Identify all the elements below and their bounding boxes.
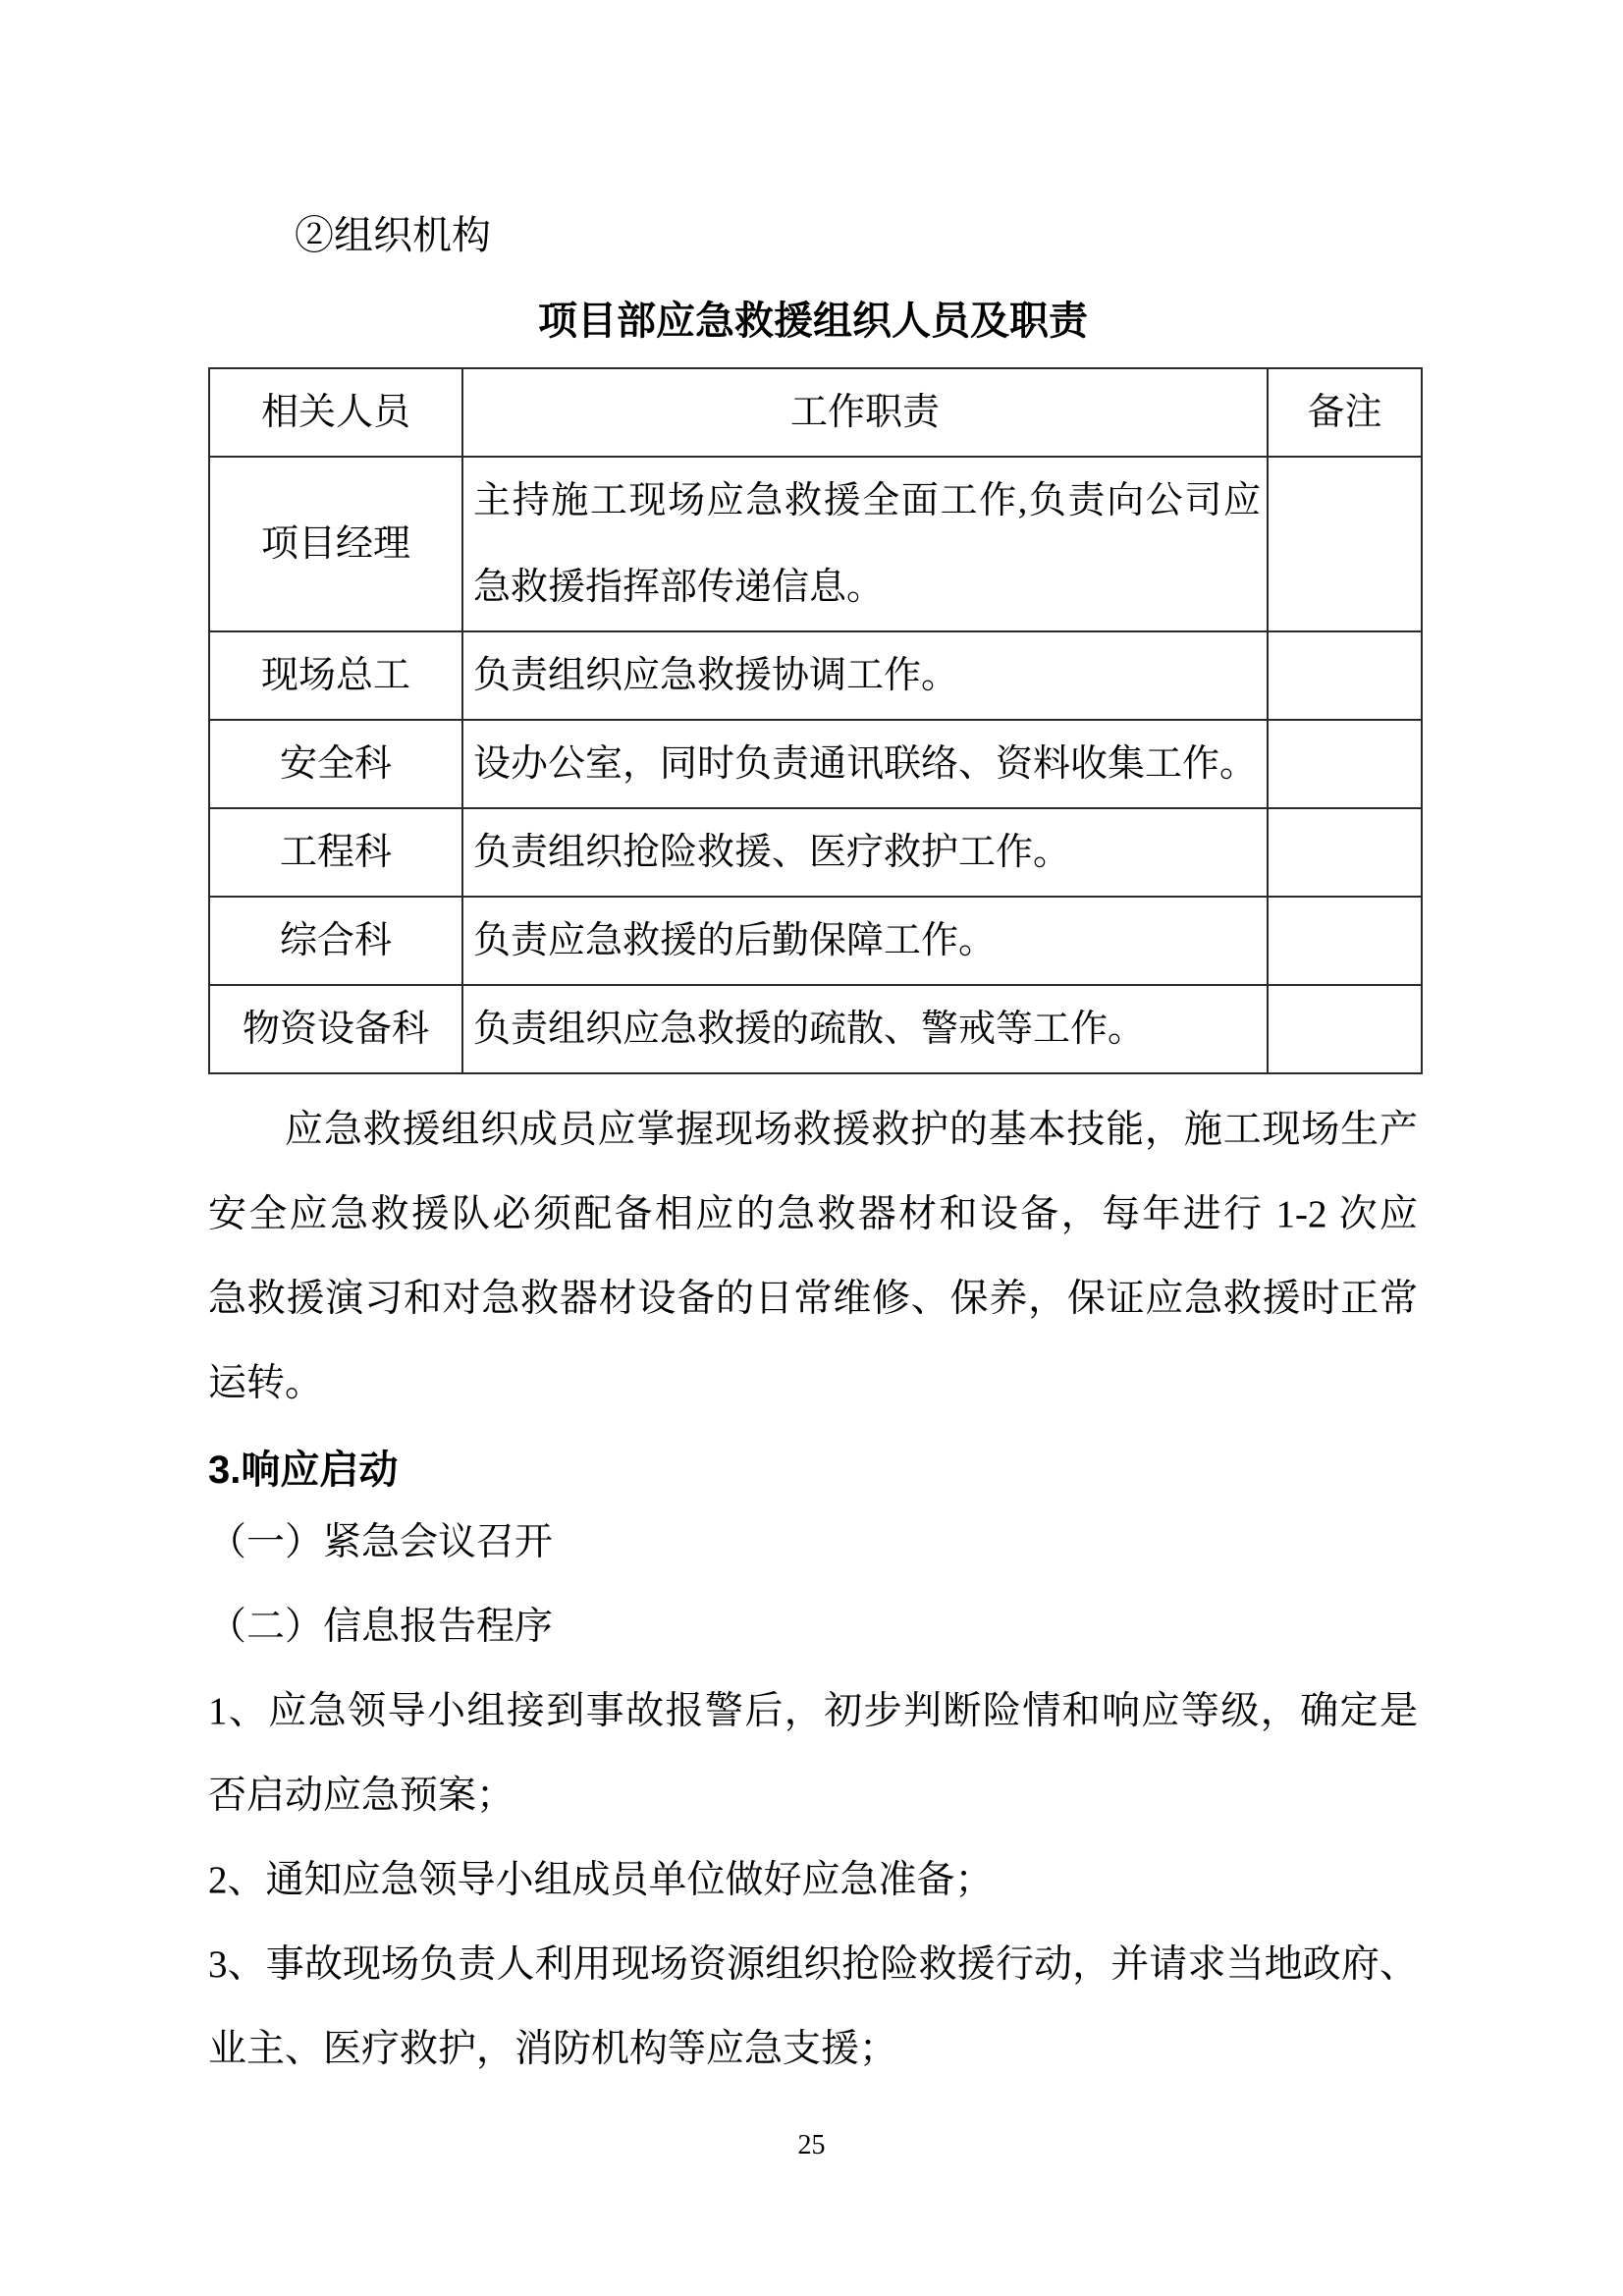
subsection-heading: ②组织机构 [295, 213, 491, 257]
note-cell [1268, 808, 1422, 897]
table-row [209, 985, 1422, 1073]
paragraph-line: 运转。 [208, 1362, 324, 1404]
duty-cell: 负责组织应急救援的疏散、警戒等工作。 [462, 985, 1268, 1073]
note-cell [1268, 985, 1422, 1073]
paragraph-line: 急救援演习和对急救器材设备的日常维修、保养，保证应急救援时正常 [208, 1278, 1418, 1320]
numbered-item-1-line: 1、应急领导小组接到事故报警后，初步判断险情和响应等级，确定是 [208, 1690, 1418, 1732]
duty-cell: 负责应急救援的后勤保障工作。 [462, 897, 1268, 985]
table-row [209, 720, 1422, 808]
paragraph-line: 应急救援组织成员应掌握现场救援救护的基本技能，施工现场生产 [285, 1109, 1418, 1151]
duty-cell: 主持施工现场应急救援全面工作,负责向公司应急救援指挥部传递信息。 [462, 457, 1268, 631]
sub-item-report-procedure: （二）信息报告程序 [208, 1606, 554, 1648]
table-title: 项目部应急救援组织人员及职责 [538, 299, 1088, 343]
paragraph-line: 安全应急救援队必须配备相应的急救器材和设备，每年进行 1-2 次应 [208, 1193, 1418, 1235]
col-header-duty: 工作职责 [462, 368, 1268, 457]
document-content [208, 0, 1418, 2092]
sub-item-meeting: （一）紧急会议召开 [208, 1521, 554, 1563]
duty-cell: 负责组织应急救援协调工作。 [462, 631, 1268, 720]
duty-cell: 负责组织抢险救援、医疗救护工作。 [462, 808, 1268, 897]
numbered-item-3-line: 3、事故现场负责人利用现场资源组织抢险救援行动，并请求当地政府、 [208, 1943, 1418, 1986]
person-cell: 工程科 [209, 808, 462, 897]
person-cell: 项目经理 [209, 457, 462, 631]
person-cell: 现场总工 [209, 631, 462, 720]
numbered-item-1-line: 否启动应急预案； [208, 1775, 515, 1817]
section-heading: 3.响应启动 [208, 1449, 399, 1492]
note-cell [1268, 897, 1422, 985]
table-header-row [209, 368, 1422, 457]
note-cell [1268, 457, 1422, 631]
body-paragraph [208, 1088, 1418, 1426]
page-number: 25 [797, 2130, 826, 2160]
col-header-person: 相关人员 [209, 368, 462, 457]
person-cell: 综合科 [209, 897, 462, 985]
table-row [209, 457, 1422, 631]
table-row [209, 808, 1422, 897]
person-cell: 物资设备科 [209, 985, 462, 1073]
duty-cell: 设办公室，同时负责通讯联络、资料收集工作。 [462, 720, 1268, 808]
note-cell [1268, 720, 1422, 808]
duties-table [208, 367, 1423, 1074]
table-row [209, 631, 1422, 720]
numbered-item-3-line: 业主、医疗救护，消防机构等应急支援； [208, 2028, 898, 2070]
note-cell [1268, 631, 1422, 720]
person-cell: 安全科 [209, 720, 462, 808]
numbered-item-2-line: 2、通知应急领导小组成员单位做好应急准备； [208, 1859, 994, 1901]
col-header-note: 备注 [1268, 368, 1422, 457]
table-row [209, 897, 1422, 985]
